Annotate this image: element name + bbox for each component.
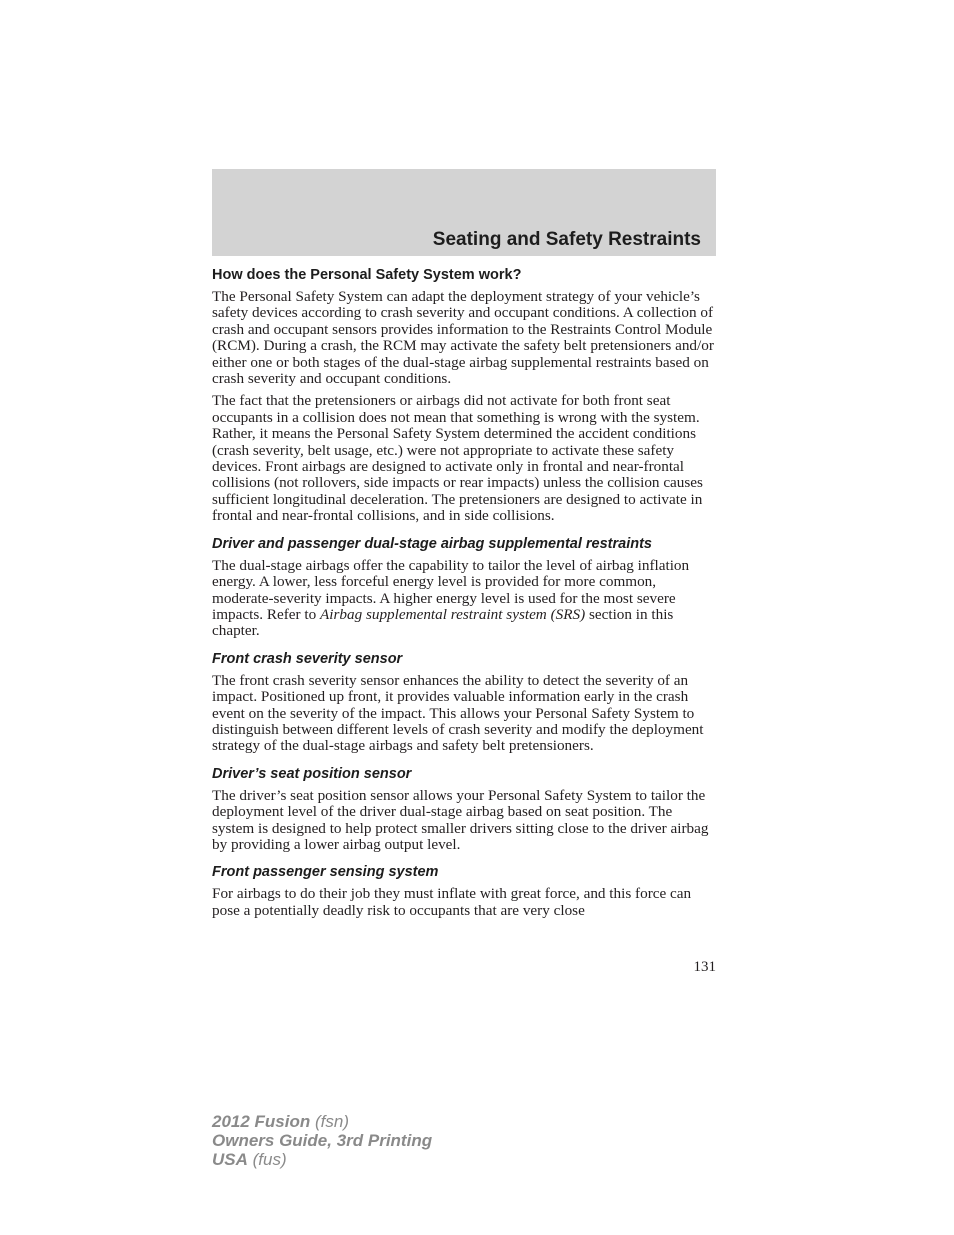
footer-market-line bbox=[212, 1150, 432, 1169]
footer-guide: Owners Guide, 3rd Printing bbox=[212, 1131, 433, 1150]
heading-front-crash-sensor: Front crash severity sensor bbox=[212, 650, 403, 667]
paragraph: The Personal Safety System can adapt the deployment strategy of your vehicle’s safety devices according to crash severity and occupant conditions. A collection of crash and occupant sensors provides information to the Restraints Control Module (RCM). During a crash, the RCM may activate the safety belt pretensioners and/or either one or both stages of the dual-stage airbag supplemental restraints based on crash severity and occupant conditions. bbox=[212, 288, 714, 388]
footer-model: 2012 Fusion bbox=[212, 1112, 311, 1131]
footer-model-code: (fsn) bbox=[315, 1112, 349, 1131]
footer-model-line bbox=[212, 1112, 432, 1131]
page-number: 131 bbox=[693, 959, 716, 975]
paragraph-text: The dual-stage airbags offer the capability to tailor the level of airbag inflation energy. A lower, less forceful energy level is provided for more common, moderate-severity impacts. A higher energy level is used for the most severe impacts. Refer to bbox=[212, 556, 690, 623]
footer-market: USA bbox=[212, 1150, 248, 1169]
paragraph: For airbags to do their job they must inflate with great force, and this force can pose a potentially deadly risk to occupants that are very close bbox=[212, 885, 692, 919]
paragraph bbox=[212, 558, 716, 640]
cross-reference: Airbag supplemental restraint system (SRS) bbox=[319, 605, 586, 623]
section-header-band bbox=[212, 169, 716, 256]
paragraph-text: section in this chapter. bbox=[212, 605, 674, 640]
footer-document-info bbox=[212, 1112, 432, 1169]
section-title: Seating and Safety Restraints bbox=[432, 229, 701, 250]
paragraph: The front crash severity sensor enhances the ability to detect the severity of an impact. Positioned up front, it provides valuable information early in the crash event on the severity of the impact. This allows your Personal Safety System to distinguish between different levels of crash severity and modify the deployment strategy of the dual-stage airbags and safety belt pretensioners. bbox=[212, 671, 704, 755]
heading-dual-stage-airbags: Driver and passenger dual-stage airbag supplemental restraints bbox=[212, 535, 652, 552]
heading-passenger-sensing: Front passenger sensing system bbox=[212, 864, 439, 881]
heading-seat-position-sensor: Driver’s seat position sensor bbox=[212, 765, 412, 782]
paragraph: The driver’s seat position sensor allows your Personal Safety System to tailor the deployment level of the driver dual-stage airbag based on seat position. The system is designed to help protect smaller drivers sitting close to the driver airbag by providing a lower airbag output level. bbox=[212, 786, 709, 853]
footer-guide-line bbox=[212, 1131, 432, 1150]
heading-personal-safety-system: How does the Personal Safety System work? bbox=[212, 267, 522, 283]
paragraph: The fact that the pretensioners or airbags did not activate for both front seat occupants in a collision does not mean that something is wrong with the system. Rather, it means the Personal Safety System determined the accident conditions (crash severity, belt usage, etc.) were not appropriate to activate these safety devices. Front airbags are designed to activate only in frontal and near-frontal collisions (not rollovers, side impacts or rear impacts) unless the collision causes sufficient longitudinal deceleration. The pretensioners are designed to activate in frontal and near-frontal collisions, and in side collisions. bbox=[212, 392, 703, 525]
page-content bbox=[212, 266, 716, 925]
footer-market-code: (fus) bbox=[252, 1150, 287, 1169]
